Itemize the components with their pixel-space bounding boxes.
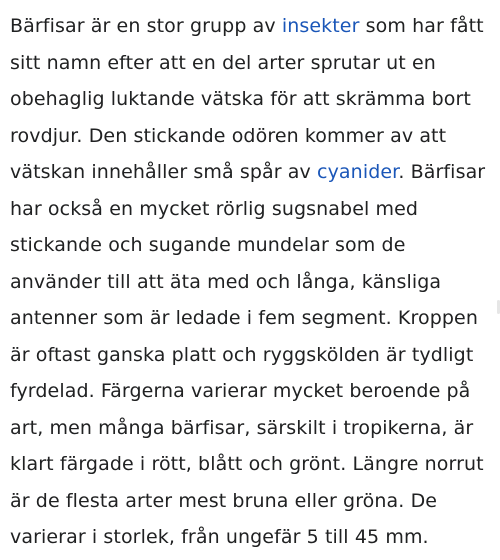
text-line: använder till att äta med och långa, känsliga — [10, 270, 442, 293]
text-line: fyrdelad. Färgerna varierar mycket beroende på — [10, 380, 471, 402]
text-segment: . Bärfisar — [398, 161, 486, 183]
text-line: art, men många bärfisar, särskilt i tropikerna, är — [10, 416, 474, 439]
text-line: klart färgade i rött, blått och grönt. Längre norrut — [10, 453, 484, 475]
text-segment: Bärfisar är en stor grupp av — [10, 15, 282, 37]
text-line: obehaglig luktande vätska för att skrämma bort — [10, 88, 471, 110]
text-line — [10, 154, 494, 191]
text-segment: vätskan innehåller små spår av — [10, 161, 318, 183]
text-line: stickande och sugande mundelar som de — [10, 234, 406, 256]
text-line: sitt namn efter att en del arter sprutar ut en — [10, 51, 436, 74]
text-line: antenner som är ledade i fem segment. Kroppen — [10, 307, 478, 329]
insekter-link[interactable]: insekter — [281, 15, 360, 37]
text-line: rovdjur. Den stickande odören kommer av att — [10, 124, 447, 147]
text-line: varierar i storlek, från ungefär 5 till 45 mm. — [10, 526, 429, 548]
article-paragraph — [10, 8, 494, 556]
text-line — [10, 8, 494, 45]
text-line: har också en mycket rörlig sugsnabel med — [10, 197, 419, 220]
cyanider-link[interactable]: cyanider — [317, 161, 399, 183]
text-line: är oftast ganska platt och ryggskölden är tydligt — [10, 343, 474, 366]
text-segment: som har fått — [359, 15, 484, 37]
text-line: är de flesta arter mest bruna eller gröna. De — [10, 489, 438, 512]
